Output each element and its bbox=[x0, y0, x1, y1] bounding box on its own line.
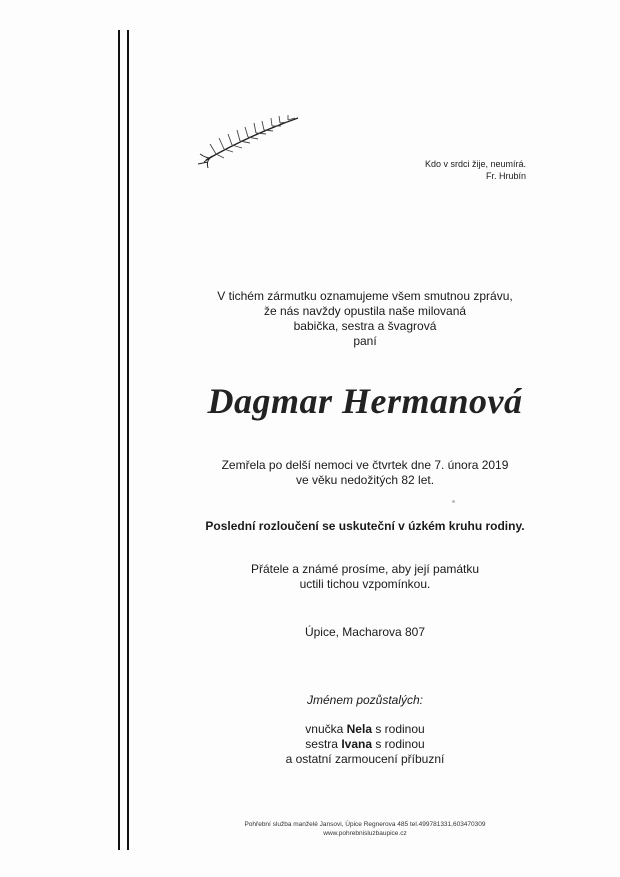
on-behalf-heading: Jménem pozůstalých: bbox=[306, 693, 424, 707]
death-details bbox=[140, 458, 590, 488]
death-line: Zemřela po delší nemoci ve čtvrtek dne 7. února 2019 bbox=[221, 458, 509, 472]
intro-line: babička, sestra a švagrová bbox=[293, 319, 437, 333]
funeral-service-footer bbox=[140, 820, 590, 838]
footer-contact: Pohřební služba manželé Jansovi, Úpice Regnerova 485 tel.499781331,603470309 bbox=[244, 821, 486, 828]
border-line-left bbox=[118, 30, 120, 850]
relatives-list bbox=[140, 722, 590, 767]
intro-line: paní bbox=[353, 334, 377, 348]
request-line: uctili tichou vzpomínkou. bbox=[299, 577, 431, 591]
relative-item: vnučka Nela s rodinou bbox=[305, 722, 425, 736]
motto-text: Kdo v srdci žije, neumírá. bbox=[424, 159, 526, 169]
farewell-notice: Poslední rozloučení se uskuteční v úzkém kruhu rodiny. bbox=[205, 519, 525, 533]
border-line-right bbox=[127, 30, 129, 850]
footer-website: www.pohrebnisluzbaupice.cz bbox=[323, 830, 407, 837]
motto-author: Fr. Hrubín bbox=[485, 171, 526, 181]
palm-branch-icon bbox=[194, 114, 304, 174]
deceased-name: Dagmar Hermanová bbox=[207, 381, 523, 421]
motto-quote bbox=[396, 158, 526, 182]
relative-item: sestra Ivana s rodinou bbox=[305, 737, 425, 751]
address: Úpice, Macharova 807 bbox=[304, 625, 426, 639]
request-line: Přátele a známé prosíme, aby její památku bbox=[250, 562, 480, 576]
intro-line: V tichém zármutku oznamujeme všem smutnou zprávu, bbox=[217, 289, 513, 303]
intro-line: že nás navždy opustila naše milovaná bbox=[263, 304, 467, 318]
announcement-intro bbox=[140, 289, 590, 349]
relative-item: a ostatní zarmoucení příbuzní bbox=[285, 752, 445, 766]
remembrance-request bbox=[140, 562, 590, 592]
speck bbox=[452, 500, 455, 503]
death-line: ve věku nedožitých 82 let. bbox=[295, 473, 435, 487]
